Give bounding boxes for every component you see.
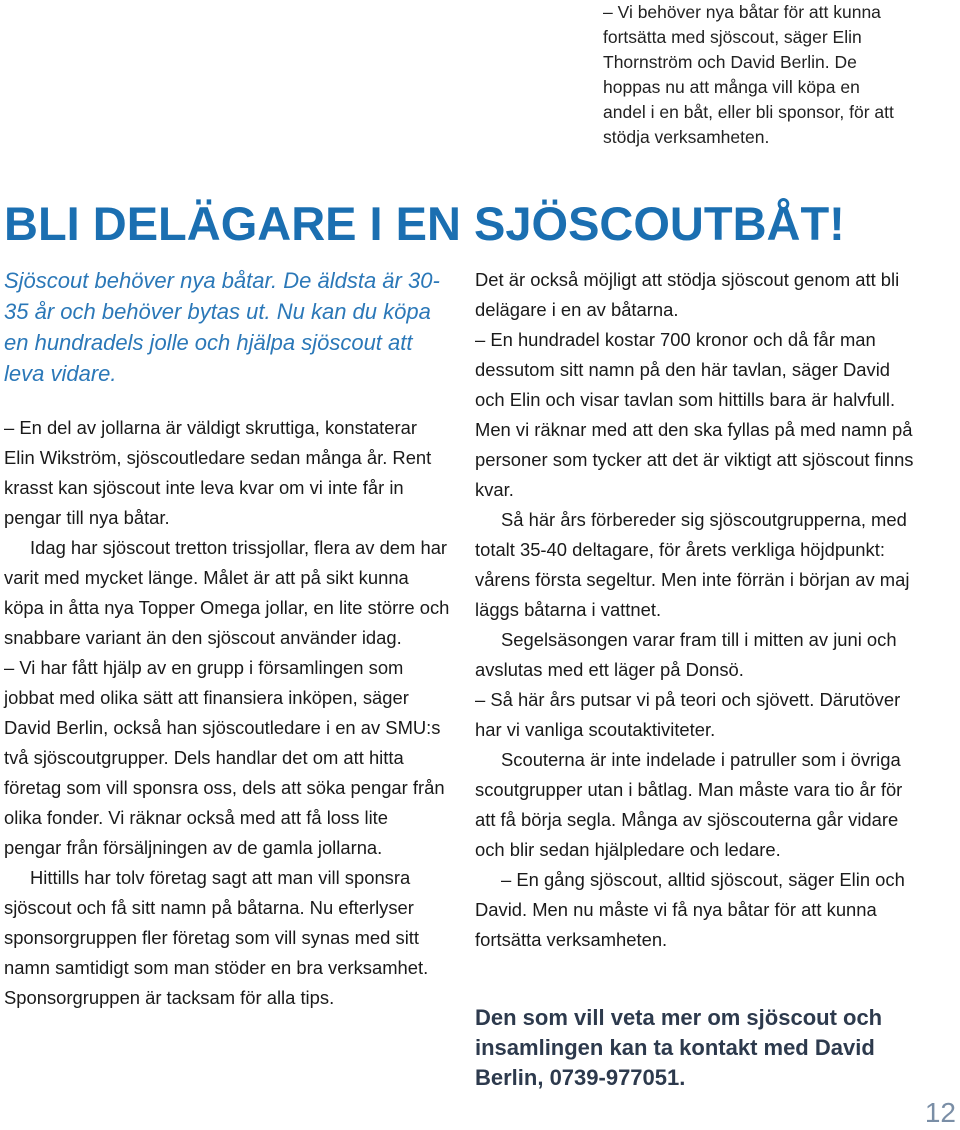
article-left-column (4, 413, 450, 1013)
right-paragraph-2: – En hundradel kostar 700 kronor och då får man dessutom sitt namn på den här tavlan, säger David och Elin och visar tavlan som hittills bara är halvfull. Men vi räknar med att den ska fyllas på med namn på personer som tycker att det är viktigt att sjöscout finns kvar. (475, 329, 914, 500)
article-ingress: Sjöscout behöver nya båtar. De äldsta är 30-35 år och behöver bytas ut. Nu kan du köpa en hundradels jolle och hjälpa sjöscout att leva vidare. (4, 268, 440, 386)
page-number: 12 (924, 1097, 956, 1128)
left-paragraph-3: – Vi har fått hjälp av en grupp i församlingen som jobbat med olika sätt att finansiera inköpen, säger David Berlin, också han sjöscoutledare i en av SMU:s två sjöscoutgrupper. Dels handlar det om att hitta företag som vill sponsra oss, dels att söka pengar från olika fonder. Vi räknar också med att få loss lite pengar från försäljningen av de gamla jollarna. (4, 657, 445, 858)
left-paragraph-4: Hittills har tolv företag sagt att man vill sponsra sjöscout och få sitt namn på båtarna. Nu efterlyser sponsorgruppen fler företag som vill synas med sitt namn samtidigt som man stöder en bra verksamhet. Sponsorgruppen är tacksam för alla tips. (4, 867, 429, 1008)
right-paragraph-7: – En gång sjöscout, alltid sjöscout, säger Elin och David. Men nu måste vi få nya båtar för att kunna fortsätta verksamheten. (475, 869, 905, 950)
contact-info: Den som vill veta mer om sjöscout och insamlingen kan ta kontakt med David Berlin, 0739-977051. (475, 1005, 883, 1090)
right-paragraph-6: Scouterna är inte indelade i patruller som i övriga scoutgrupper utan i båtlag. Man måste vara tio år för att få börja segla. Många av sjöscouterna går vidare och blir sedan hjälpledare och ledare. (475, 749, 903, 860)
right-paragraph-1: Det är också möjligt att stödja sjöscout genom att bli delägare i en av båtarna. (475, 269, 900, 320)
right-paragraph-3: Så här års förbereder sig sjöscoutgrupperna, med totalt 35-40 deltagare, för årets verkliga höjdpunkt: vårens första segeltur. Men inte förrän i början av maj läggs båtarna i vattnet. (475, 509, 910, 620)
right-paragraph-5: – Så här års putsar vi på teori och sjövett. Därutöver har vi vanliga scoutaktiviteter. (475, 689, 901, 740)
photo-caption (603, 0, 903, 150)
article-headline: BLI DELÄGARE I EN SJÖSCOUTBÅT! (4, 197, 845, 250)
photo-caption-text: – Vi behöver nya båtar för att kunna fortsätta med sjöscout, säger Elin Thornström och David Berlin. De hoppas nu att många vill köpa en andel i en båt, eller bli sponsor, för att stödja verksamheten. (603, 2, 894, 147)
article-right-column (475, 265, 921, 955)
right-paragraph-4: Segelsäsongen varar fram till i mitten av juni och avslutas med ett läger på Donsö. (475, 629, 897, 680)
left-paragraph-2: Idag har sjöscout tretton trissjollar, flera av dem har varit med mycket länge. Målet är att på sikt kunna köpa in åtta nya Topper Omega jollar, en lite större och snabbare variant än den sjöscout använder idag. (4, 537, 450, 648)
left-paragraph-1: – En del av jollarna är väldigt skruttiga, konstaterar Elin Wikström, sjöscoutledare sedan många år. Rent krasst kan sjöscout inte leva kvar om vi inte får in pengar till nya båtar. (4, 417, 432, 528)
